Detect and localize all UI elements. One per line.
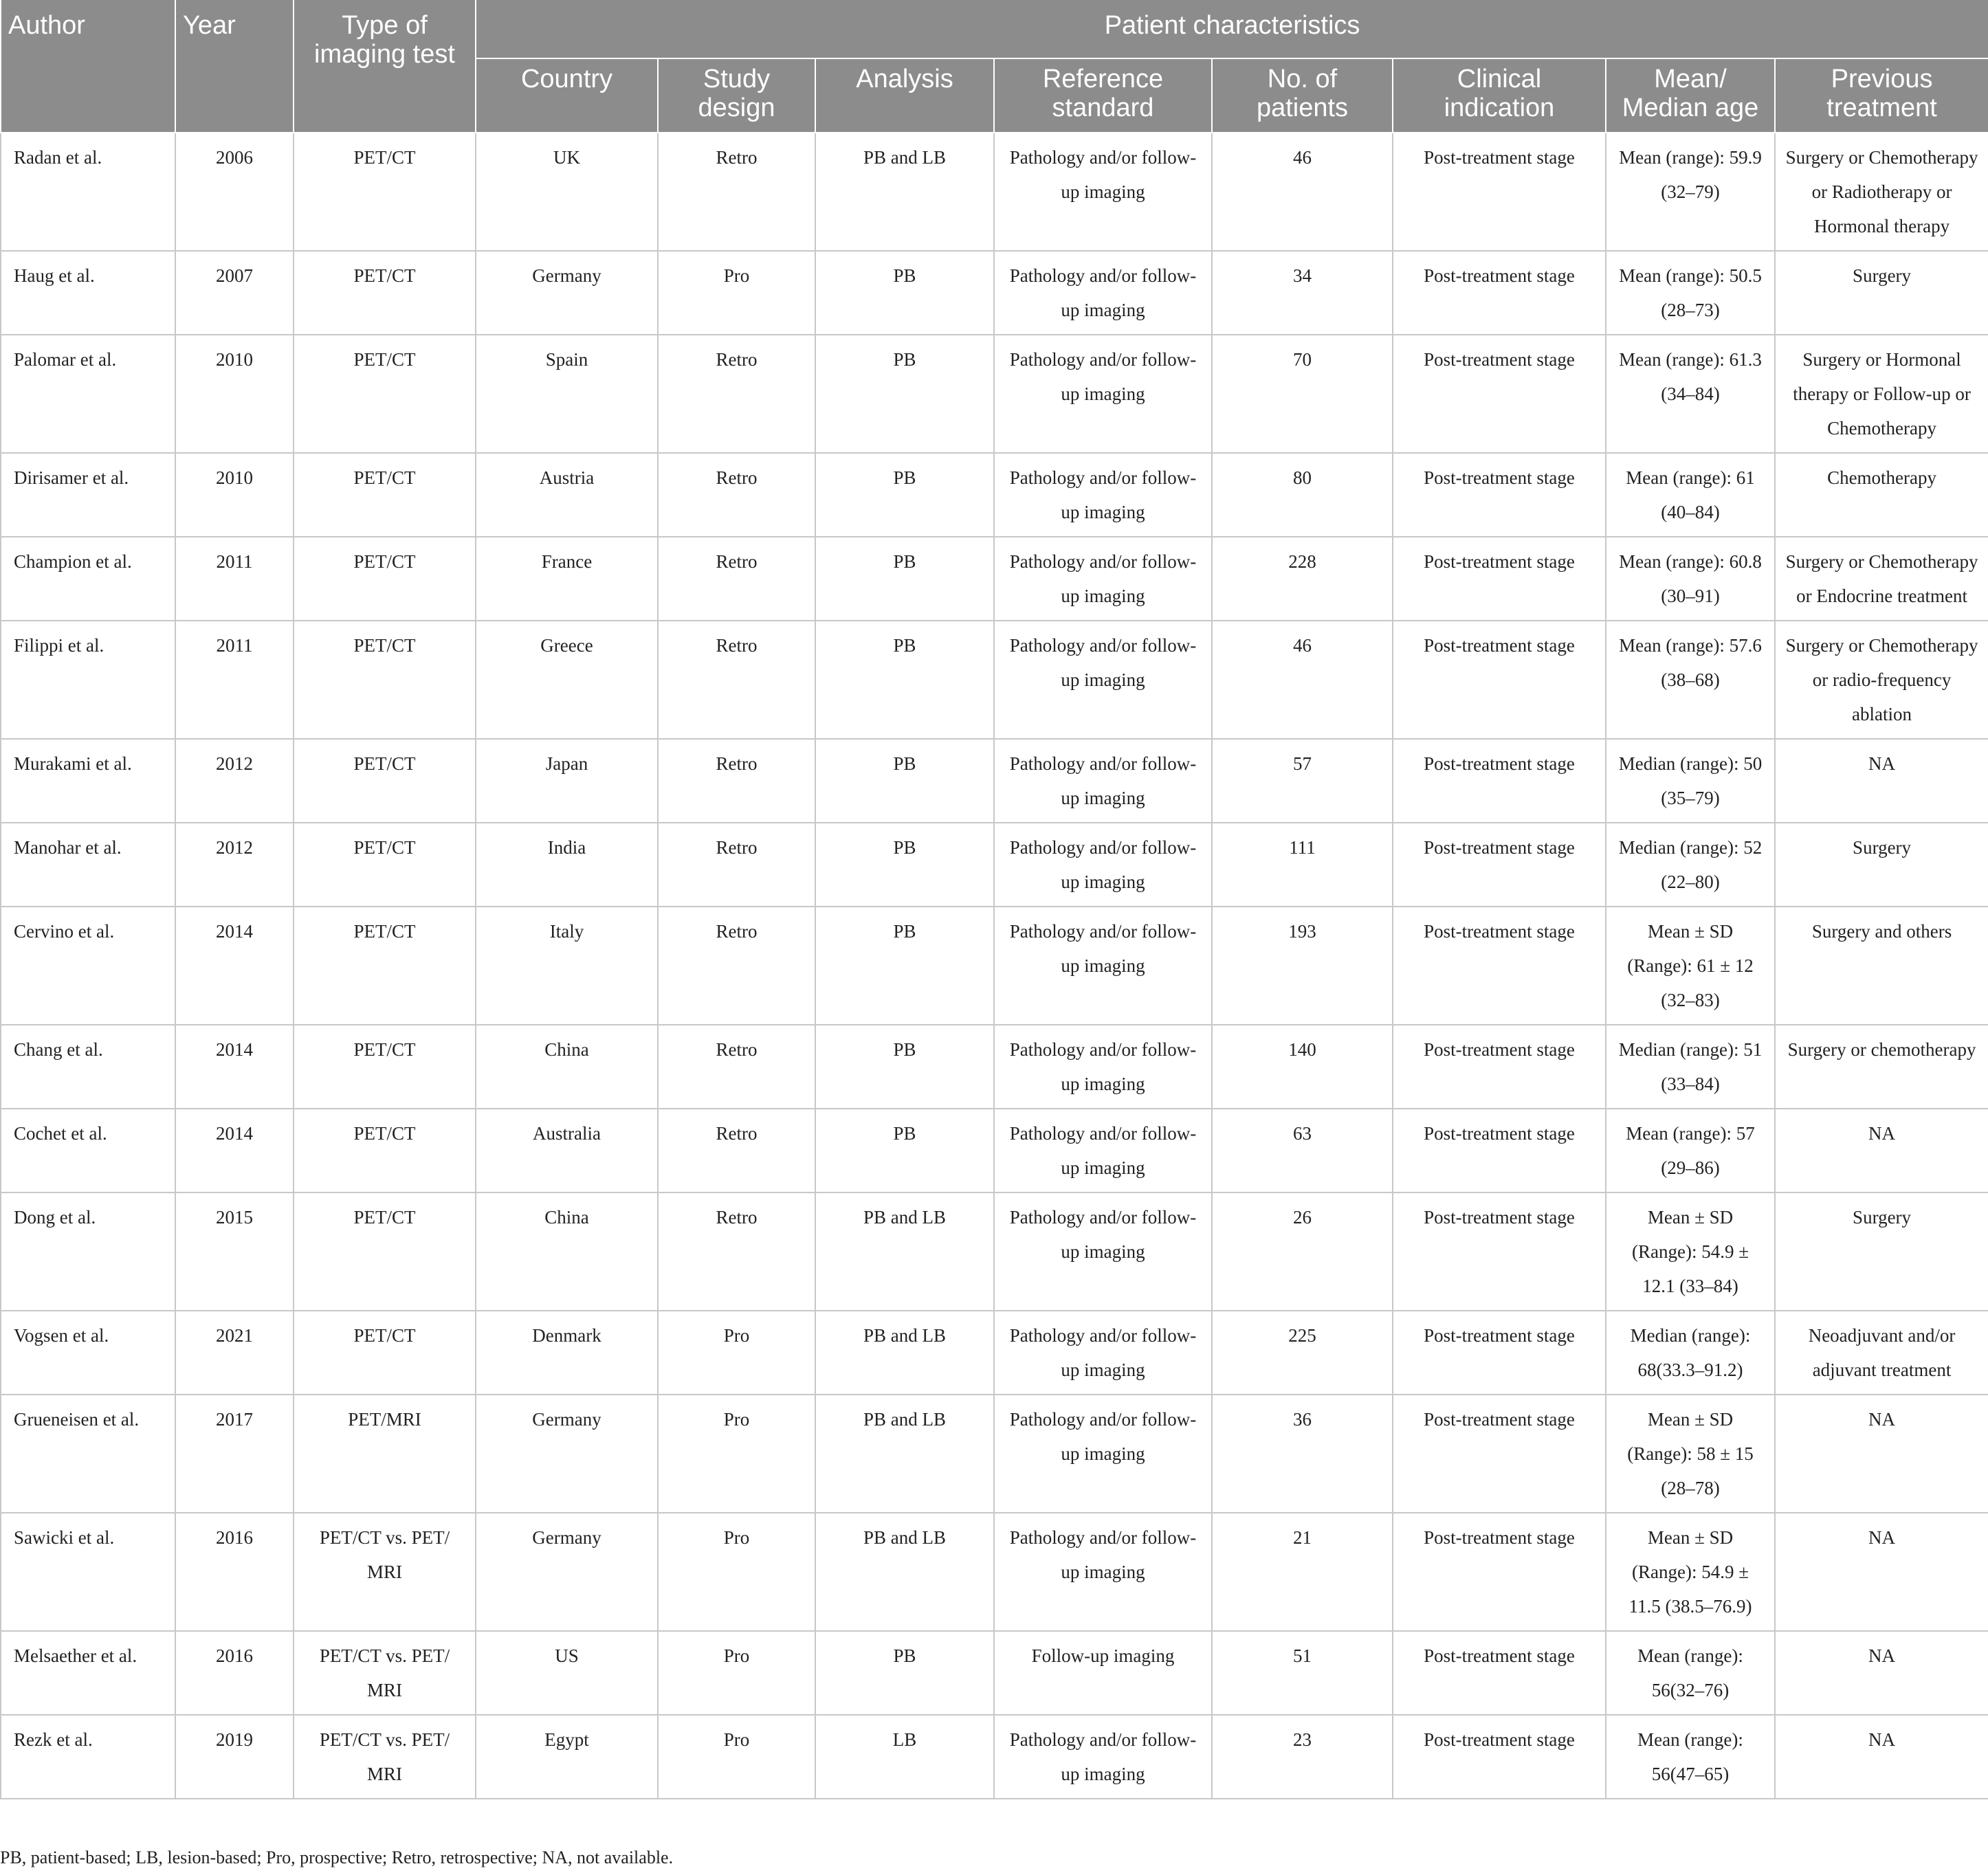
reference-standard-cell: Pathology and/or follow-up imaging (994, 1513, 1212, 1631)
previous-treatment-cell: Surgery (1775, 823, 1988, 907)
imaging-test-cell: PET/CT (294, 1311, 476, 1395)
reference-standard-cell: Pathology and/or follow-up imaging (994, 1311, 1212, 1395)
country-cell: Spain (476, 335, 658, 453)
clinical-indication-cell: Post-treatment stage (1393, 1025, 1606, 1109)
previous-treatment-cell: NA (1775, 1715, 1988, 1799)
table-row (1, 823, 1988, 907)
author-cell: Melsaether et al. (1, 1631, 175, 1715)
author-cell: Chang et al. (1, 1025, 175, 1109)
analysis-cell: PB (815, 537, 994, 621)
clinical-indication-cell: Post-treatment stage (1393, 453, 1606, 537)
year-cell: 2006 (175, 133, 294, 251)
year-cell: 2011 (175, 621, 294, 739)
patients-cell: 46 (1212, 621, 1393, 739)
table-row (1, 1109, 1988, 1192)
age-cell: Mean ± SD (Range): 54.9 ± 12.1 (33–84) (1606, 1192, 1775, 1311)
previous-treatment-cell: NA (1775, 1109, 1988, 1192)
header-author: Author (1, 0, 175, 133)
reference-standard-cell: Pathology and/or follow-up imaging (994, 453, 1212, 537)
author-cell: Grueneisen et al. (1, 1395, 175, 1513)
clinical-indication-cell: Post-treatment stage (1393, 739, 1606, 823)
analysis-cell: PB (815, 1109, 994, 1192)
reference-standard-cell: Pathology and/or follow-up imaging (994, 133, 1212, 251)
country-cell: US (476, 1631, 658, 1715)
analysis-cell: PB (815, 1025, 994, 1109)
patients-cell: 63 (1212, 1109, 1393, 1192)
patients-cell: 80 (1212, 453, 1393, 537)
year-cell: 2017 (175, 1395, 294, 1513)
patients-cell: 70 (1212, 335, 1393, 453)
author-cell: Sawicki et al. (1, 1513, 175, 1631)
header-year: Year (175, 0, 294, 133)
imaging-test-cell: PET/CT (294, 133, 476, 251)
table-row (1, 251, 1988, 335)
imaging-test-cell: PET/CT (294, 1025, 476, 1109)
header-no-of-patients: No. of patients (1212, 58, 1393, 133)
imaging-test-cell: PET/CT (294, 823, 476, 907)
table-row (1, 1311, 1988, 1395)
header-type-of-imaging-test: Type of imaging test (294, 0, 476, 133)
table-row (1, 335, 1988, 453)
study-design-cell: Retro (658, 823, 815, 907)
author-cell: Cervino et al. (1, 907, 175, 1025)
previous-treatment-cell: NA (1775, 739, 1988, 823)
previous-treatment-cell: Surgery or Chemotherapy or Endocrine treatment (1775, 537, 1988, 621)
previous-treatment-cell: NA (1775, 1631, 1988, 1715)
reference-standard-cell: Follow-up imaging (994, 1631, 1212, 1715)
reference-standard-cell: Pathology and/or follow-up imaging (994, 621, 1212, 739)
previous-treatment-cell: Surgery or Hormonal therapy or Follow-up or Chemotherapy (1775, 335, 1988, 453)
country-cell: France (476, 537, 658, 621)
previous-treatment-cell: Surgery or Chemotherapy or Radiotherapy or Hormonal therapy (1775, 133, 1988, 251)
study-design-cell: Pro (658, 1631, 815, 1715)
age-cell: Median (range): 51 (33–84) (1606, 1025, 1775, 1109)
country-cell: Japan (476, 739, 658, 823)
imaging-test-cell: PET/CT (294, 251, 476, 335)
country-cell: India (476, 823, 658, 907)
patients-cell: 140 (1212, 1025, 1393, 1109)
patients-cell: 225 (1212, 1311, 1393, 1395)
table-row (1, 1395, 1988, 1513)
age-cell: Mean ± SD (Range): 61 ± 12 (32–83) (1606, 907, 1775, 1025)
clinical-indication-cell: Post-treatment stage (1393, 335, 1606, 453)
age-cell: Mean (range): 50.5 (28–73) (1606, 251, 1775, 335)
clinical-indication-cell: Post-treatment stage (1393, 537, 1606, 621)
author-cell: Champion et al. (1, 537, 175, 621)
table-row (1, 537, 1988, 621)
study-design-cell: Retro (658, 1109, 815, 1192)
imaging-test-cell: PET/CT vs. PET/ MRI (294, 1715, 476, 1799)
year-cell: 2012 (175, 823, 294, 907)
reference-standard-cell: Pathology and/or follow-up imaging (994, 1025, 1212, 1109)
study-design-cell: Retro (658, 133, 815, 251)
patients-cell: 21 (1212, 1513, 1393, 1631)
study-design-cell: Retro (658, 1025, 815, 1109)
reference-standard-cell: Pathology and/or follow-up imaging (994, 537, 1212, 621)
year-cell: 2014 (175, 1109, 294, 1192)
previous-treatment-cell: NA (1775, 1513, 1988, 1631)
imaging-test-cell: PET/CT (294, 1109, 476, 1192)
clinical-indication-cell: Post-treatment stage (1393, 907, 1606, 1025)
reference-standard-cell: Pathology and/or follow-up imaging (994, 907, 1212, 1025)
header-mean-median-age: Mean/ Median age (1606, 58, 1775, 133)
patients-cell: 26 (1212, 1192, 1393, 1311)
header-study-design: Study design (658, 58, 815, 133)
country-cell: Germany (476, 1513, 658, 1631)
table-body (1, 133, 1988, 1799)
study-design-cell: Retro (658, 1192, 815, 1311)
previous-treatment-cell: NA (1775, 1395, 1988, 1513)
year-cell: 2016 (175, 1631, 294, 1715)
age-cell: Median (range): 68(33.3–91.2) (1606, 1311, 1775, 1395)
study-design-cell: Retro (658, 335, 815, 453)
age-cell: Mean ± SD (Range): 54.9 ± 11.5 (38.5–76.9) (1606, 1513, 1775, 1631)
age-cell: Mean (range): 59.9 (32–79) (1606, 133, 1775, 251)
clinical-indication-cell: Post-treatment stage (1393, 1715, 1606, 1799)
reference-standard-cell: Pathology and/or follow-up imaging (994, 739, 1212, 823)
author-cell: Cochet et al. (1, 1109, 175, 1192)
previous-treatment-cell: Surgery or Chemotherapy or radio-frequency ablation (1775, 621, 1988, 739)
patients-cell: 36 (1212, 1395, 1393, 1513)
clinical-indication-cell: Post-treatment stage (1393, 621, 1606, 739)
analysis-cell: PB (815, 739, 994, 823)
reference-standard-cell: Pathology and/or follow-up imaging (994, 251, 1212, 335)
country-cell: Germany (476, 251, 658, 335)
author-cell: Haug et al. (1, 251, 175, 335)
year-cell: 2011 (175, 537, 294, 621)
year-cell: 2021 (175, 1311, 294, 1395)
header-analysis: Analysis (815, 58, 994, 133)
clinical-indication-cell: Post-treatment stage (1393, 1631, 1606, 1715)
year-cell: 2014 (175, 907, 294, 1025)
year-cell: 2007 (175, 251, 294, 335)
patients-cell: 34 (1212, 251, 1393, 335)
table-footnote: PB, patient-based; LB, lesion-based; Pro, prospective; Retro, retrospective; NA, not available. (0, 1848, 674, 1867)
analysis-cell: PB and LB (815, 1513, 994, 1631)
imaging-test-cell: PET/CT (294, 621, 476, 739)
study-design-cell: Retro (658, 739, 815, 823)
author-cell: Murakami et al. (1, 739, 175, 823)
study-design-cell: Retro (658, 907, 815, 1025)
author-cell: Manohar et al. (1, 823, 175, 907)
imaging-test-cell: PET/CT (294, 537, 476, 621)
reference-standard-cell: Pathology and/or follow-up imaging (994, 335, 1212, 453)
patients-cell: 46 (1212, 133, 1393, 251)
patients-cell: 57 (1212, 739, 1393, 823)
patients-cell: 23 (1212, 1715, 1393, 1799)
table-row (1, 907, 1988, 1025)
previous-treatment-cell: Surgery and others (1775, 907, 1988, 1025)
header-reference-standard: Reference standard (994, 58, 1212, 133)
year-cell: 2012 (175, 739, 294, 823)
imaging-test-cell: PET/CT (294, 453, 476, 537)
analysis-cell: PB (815, 453, 994, 537)
table-row (1, 621, 1988, 739)
previous-treatment-cell: Chemotherapy (1775, 453, 1988, 537)
age-cell: Mean (range): 56(47–65) (1606, 1715, 1775, 1799)
table-header (1, 0, 1988, 133)
age-cell: Mean (range): 57.6 (38–68) (1606, 621, 1775, 739)
author-cell: Dong et al. (1, 1192, 175, 1311)
study-design-cell: Retro (658, 537, 815, 621)
table-row (1, 1715, 1988, 1799)
study-design-cell: Pro (658, 251, 815, 335)
country-cell: Germany (476, 1395, 658, 1513)
year-cell: 2014 (175, 1025, 294, 1109)
year-cell: 2016 (175, 1513, 294, 1631)
country-cell: Italy (476, 907, 658, 1025)
previous-treatment-cell: Neoadjuvant and/or adjuvant treatment (1775, 1311, 1988, 1395)
clinical-indication-cell: Post-treatment stage (1393, 823, 1606, 907)
imaging-test-cell: PET/MRI (294, 1395, 476, 1513)
analysis-cell: PB and LB (815, 1311, 994, 1395)
previous-treatment-cell: Surgery or chemotherapy (1775, 1025, 1988, 1109)
age-cell: Mean ± SD (Range): 58 ± 15 (28–78) (1606, 1395, 1775, 1513)
age-cell: Median (range): 52 (22–80) (1606, 823, 1775, 907)
author-cell: Dirisamer et al. (1, 453, 175, 537)
country-cell: Denmark (476, 1311, 658, 1395)
imaging-test-cell: PET/CT (294, 907, 476, 1025)
analysis-cell: PB and LB (815, 1192, 994, 1311)
table-row (1, 1513, 1988, 1631)
year-cell: 2010 (175, 453, 294, 537)
table-row (1, 1192, 1988, 1311)
analysis-cell: PB and LB (815, 1395, 994, 1513)
clinical-indication-cell: Post-treatment stage (1393, 251, 1606, 335)
reference-standard-cell: Pathology and/or follow-up imaging (994, 1395, 1212, 1513)
header-country: Country (476, 58, 658, 133)
country-cell: China (476, 1025, 658, 1109)
patients-cell: 228 (1212, 537, 1393, 621)
analysis-cell: PB and LB (815, 133, 994, 251)
year-cell: 2015 (175, 1192, 294, 1311)
table-row (1, 1631, 1988, 1715)
header-clinical-indication: Clinical indication (1393, 58, 1606, 133)
author-cell: Radan et al. (1, 133, 175, 251)
author-cell: Rezk et al. (1, 1715, 175, 1799)
country-cell: Austria (476, 453, 658, 537)
header-patient-characteristics: Patient characteristics (476, 0, 1988, 58)
reference-standard-cell: Pathology and/or follow-up imaging (994, 1192, 1212, 1311)
clinical-indication-cell: Post-treatment stage (1393, 1109, 1606, 1192)
country-cell: Greece (476, 621, 658, 739)
header-previous-treatment: Previous treatment (1775, 58, 1988, 133)
imaging-test-cell: PET/CT (294, 335, 476, 453)
patients-cell: 193 (1212, 907, 1393, 1025)
age-cell: Mean (range): 57 (29–86) (1606, 1109, 1775, 1192)
age-cell: Mean (range): 56(32–76) (1606, 1631, 1775, 1715)
reference-standard-cell: Pathology and/or follow-up imaging (994, 823, 1212, 907)
study-design-cell: Retro (658, 453, 815, 537)
imaging-test-cell: PET/CT vs. PET/ MRI (294, 1513, 476, 1631)
year-cell: 2019 (175, 1715, 294, 1799)
analysis-cell: PB (815, 1631, 994, 1715)
author-cell: Palomar et al. (1, 335, 175, 453)
author-cell: Filippi et al. (1, 621, 175, 739)
country-cell: Australia (476, 1109, 658, 1192)
table-row (1, 133, 1988, 251)
clinical-indication-cell: Post-treatment stage (1393, 1395, 1606, 1513)
country-cell: Egypt (476, 1715, 658, 1799)
country-cell: UK (476, 133, 658, 251)
reference-standard-cell: Pathology and/or follow-up imaging (994, 1109, 1212, 1192)
year-cell: 2010 (175, 335, 294, 453)
previous-treatment-cell: Surgery (1775, 251, 1988, 335)
age-cell: Mean (range): 61 (40–84) (1606, 453, 1775, 537)
reference-standard-cell: Pathology and/or follow-up imaging (994, 1715, 1212, 1799)
analysis-cell: PB (815, 335, 994, 453)
age-cell: Mean (range): 60.8 (30–91) (1606, 537, 1775, 621)
imaging-test-cell: PET/CT (294, 1192, 476, 1311)
clinical-indication-cell: Post-treatment stage (1393, 1192, 1606, 1311)
table-row (1, 739, 1988, 823)
analysis-cell: PB (815, 907, 994, 1025)
age-cell: Median (range): 50 (35–79) (1606, 739, 1775, 823)
study-design-cell: Retro (658, 621, 815, 739)
study-design-cell: Pro (658, 1715, 815, 1799)
table-row (1, 453, 1988, 537)
analysis-cell: LB (815, 1715, 994, 1799)
clinical-indication-cell: Post-treatment stage (1393, 133, 1606, 251)
study-design-cell: Pro (658, 1513, 815, 1631)
clinical-indication-cell: Post-treatment stage (1393, 1311, 1606, 1395)
author-cell: Vogsen et al. (1, 1311, 175, 1395)
analysis-cell: PB (815, 251, 994, 335)
age-cell: Mean (range): 61.3 (34–84) (1606, 335, 1775, 453)
patients-cell: 111 (1212, 823, 1393, 907)
clinical-indication-cell: Post-treatment stage (1393, 1513, 1606, 1631)
patients-cell: 51 (1212, 1631, 1393, 1715)
imaging-test-cell: PET/CT (294, 739, 476, 823)
study-design-cell: Pro (658, 1395, 815, 1513)
imaging-test-cell: PET/CT vs. PET/ MRI (294, 1631, 476, 1715)
analysis-cell: PB (815, 823, 994, 907)
analysis-cell: PB (815, 621, 994, 739)
previous-treatment-cell: Surgery (1775, 1192, 1988, 1311)
study-design-cell: Pro (658, 1311, 815, 1395)
country-cell: China (476, 1192, 658, 1311)
table-row (1, 1025, 1988, 1109)
